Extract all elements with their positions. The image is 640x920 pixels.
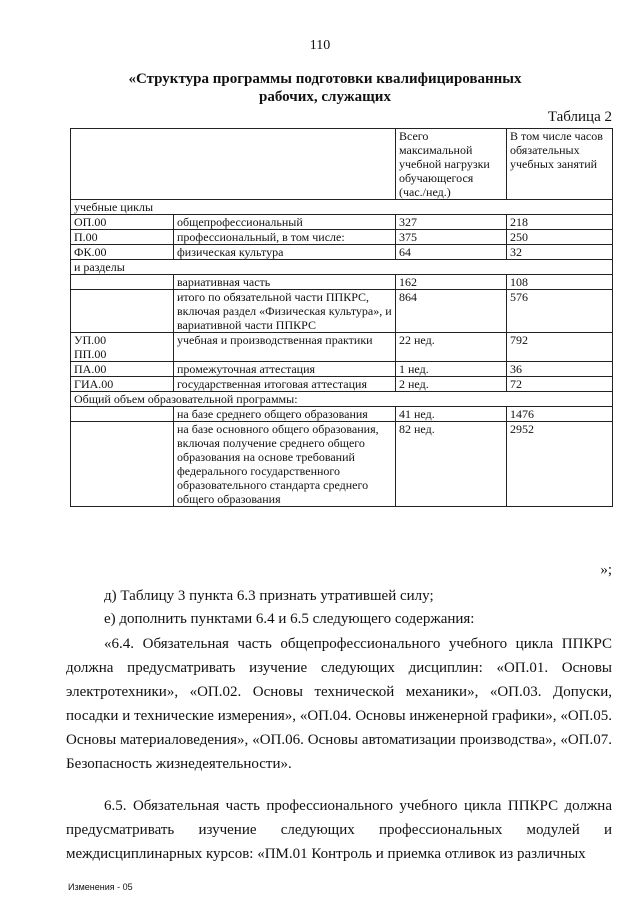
table-row [71,407,613,422]
cell-required: 250 [507,230,613,245]
cell-required: 72 [507,377,613,392]
table-label: Таблица 2 [547,109,612,125]
cell-total: 1 нед. [396,362,507,377]
paragraph-6-4: «6.4. Обязательная часть общепрофессионального учебного цикла ППКРС должна предусматривать изучение следующих дисциплин: «ОП.01. Основы электротехники», «ОП.02. Основы технической механики», «ОП.03. Допуски, посадки и технические измерения», «ОП.04. Основы инженерной графики», «ОП.05. Основы материаловедения», «ОП.06. Основы автоматизации производства», «ОП.07. Безопасность жизнедеятельности». [66,636,612,772]
cell-total: 327 [396,215,507,230]
cell-required: 792 [507,333,613,362]
page-number: 110 [309,38,331,53]
cell-code: П.00 [71,230,174,245]
header-required-hours: В том числе часов обязательных учебных занятий [507,129,613,200]
cell-name: промежуточная аттестация [174,362,396,377]
table-row [71,377,613,392]
cell-code: ГИА.00 [71,377,174,392]
table-row [71,362,613,377]
table-header-row [71,129,613,200]
cell-required: 218 [507,215,613,230]
title-line-1: «Структура программы подготовки квалифицированных [128,71,522,87]
header-empty-cell [71,129,396,200]
table-row [71,422,613,507]
row-label-sections: и разделы [71,260,613,275]
cell-code-empty [71,407,174,422]
cell-required: 108 [507,275,613,290]
cell-code-empty [71,290,174,333]
cell-code: ФК.00 [71,245,174,260]
table-row [71,333,613,362]
cell-total: 41 нед. [396,407,507,422]
cell-code-empty [71,422,174,507]
paragraph-d: д) Таблицу 3 пункта 6.3 признать утратившей силу; [104,588,434,604]
cell-total: 64 [396,245,507,260]
code-line-2: ПП.00 [74,347,107,361]
cell-total: 864 [396,290,507,333]
header-total-load: Всего максимальной учебной нагрузки обучающегося (час./нед.) [396,129,507,200]
cell-required: 2952 [507,422,613,507]
code-line-1: УП.00 [74,333,107,347]
table-row [71,245,613,260]
paragraph-e: е) дополнить пунктами 6.4 и 6.5 следующего содержания: [104,611,475,627]
table-row [71,215,613,230]
closing-quote: »; [600,562,612,578]
table-row [71,392,613,407]
cell-code: ОП.00 [71,215,174,230]
cell-total: 375 [396,230,507,245]
cell-code: ПА.00 [71,362,174,377]
table-row [71,290,613,333]
cell-total: 22 нед. [396,333,507,362]
cell-name: государственная итоговая аттестация [174,377,396,392]
title-line-2: рабочих, служащих [259,89,391,105]
cell-name: на базе среднего общего образования [174,407,396,422]
cell-required: 1476 [507,407,613,422]
cell-name: общепрофессиональный [174,215,396,230]
cell-total: 162 [396,275,507,290]
cell-code [71,333,174,362]
cell-name: на базе основного общего образования, включая получение среднего общего образования на основе требований федерального государственного образовательного стандарта среднего общего образования [174,422,396,507]
program-structure-table [70,128,613,507]
cell-name: вариативная часть [174,275,396,290]
document-title [90,70,560,106]
cell-name: профессиональный, в том числе: [174,230,396,245]
row-label-overall: Общий объем образовательной программы: [71,392,613,407]
page-footer: Изменения - 05 [68,882,133,892]
cell-total: 82 нед. [396,422,507,507]
table-row [71,260,613,275]
cell-name: физическая культура [174,245,396,260]
cell-total: 2 нед. [396,377,507,392]
table-row [71,230,613,245]
cell-required: 36 [507,362,613,377]
cell-name: учебная и производственная практики [174,333,396,362]
table-row [71,275,613,290]
paragraph-6-5: 6.5. Обязательная часть профессионального учебного цикла ППКРС должна предусматривать изучение следующих профессиональных модулей и междисциплинарных курсов: «ПМ.01 Контроль и приемка отливок из различных [66,798,612,862]
cell-name: итого по обязательной части ППКРС, включая раздел «Физическая культура», и вариативной части ППКРС [174,290,396,333]
cell-required: 576 [507,290,613,333]
cell-required: 32 [507,245,613,260]
cell-code-empty [71,275,174,290]
table-row [71,200,613,215]
row-label-cycles: учебные циклы [71,200,613,215]
